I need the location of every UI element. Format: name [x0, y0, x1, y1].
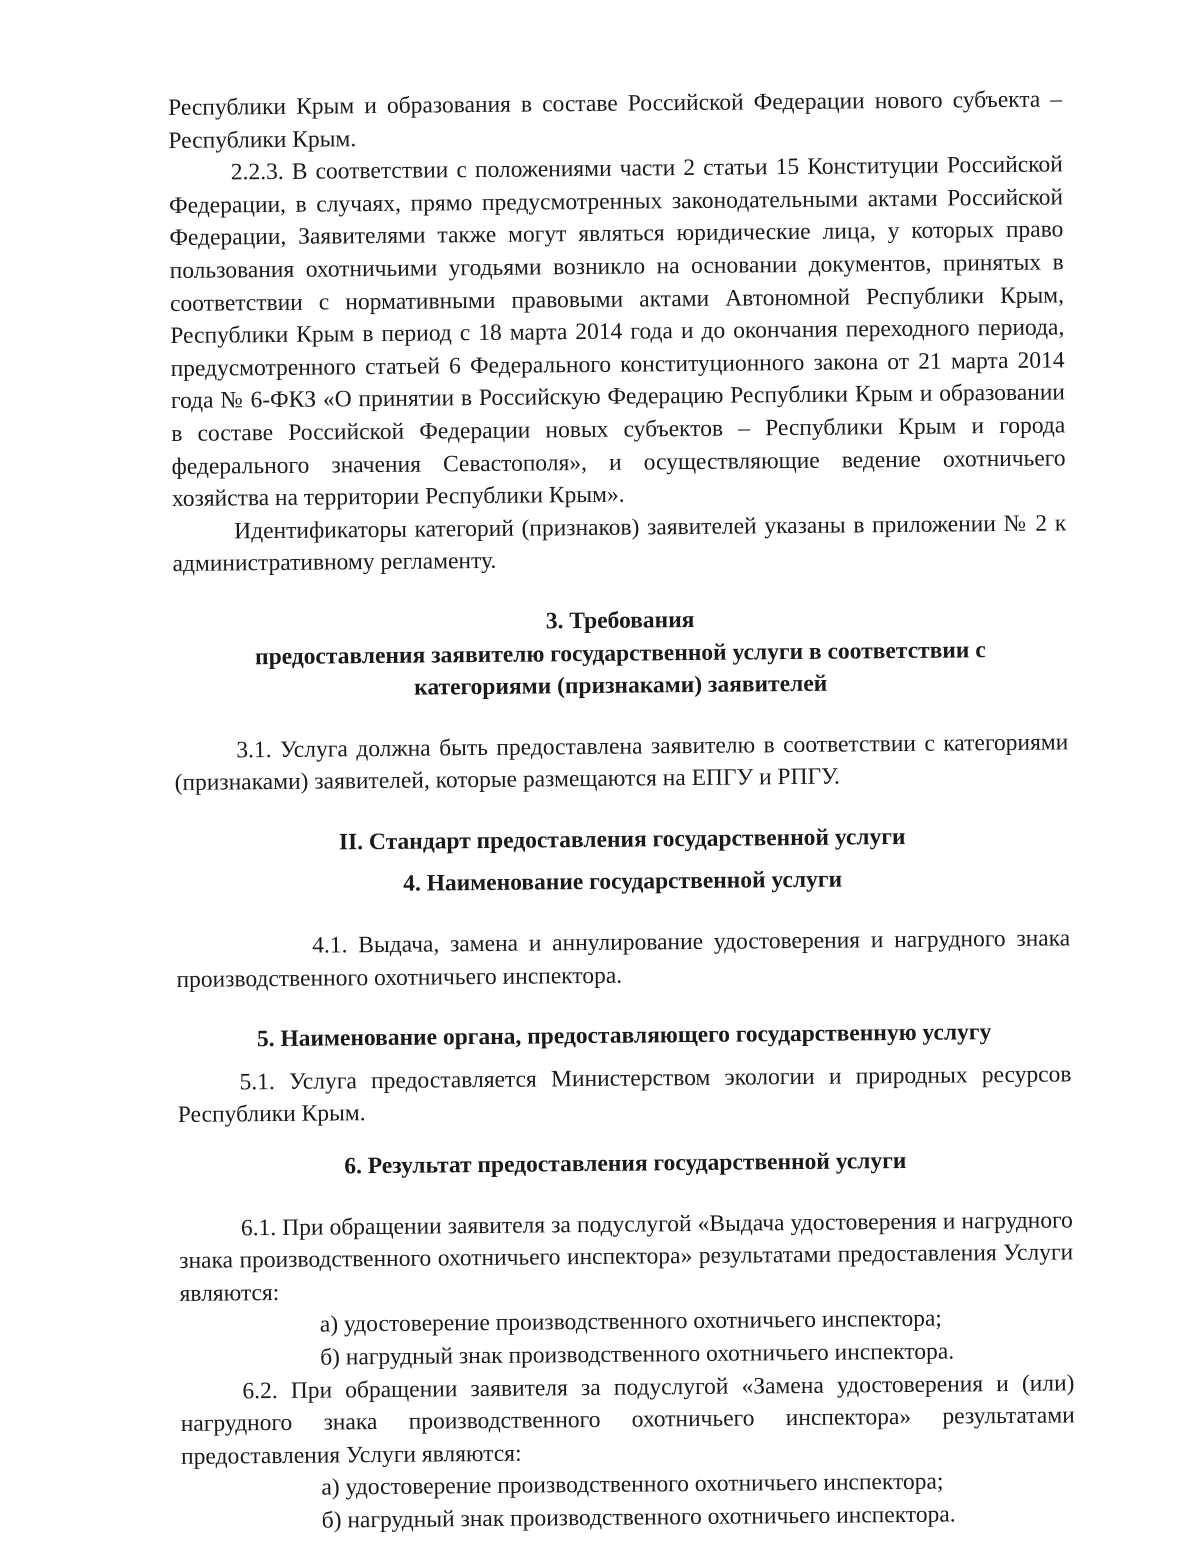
- paragraph-identifiers: Идентификаторы категорий (признаков) заявителей указаны в приложении № 2 к административному регламенту.: [172, 510, 1067, 578]
- list-item-6-2-b: б) нагрудный знак производственного охотничьего инспектора.: [321, 1501, 956, 1534]
- paragraph-6-2: 6.2. При обращении заявителя за подуслугой «Замена удостоверения и (или) нагрудного знака производственного охотничьего инспектора» результатами предоставления Услуги являются:: [180, 1369, 1075, 1470]
- list-item-6-2-a: а) удостоверение производственного охотничьего инспектора;: [321, 1468, 944, 1501]
- list-item-6-1-a: а) удостоверение производственного охотничьего инспектора;: [319, 1306, 943, 1339]
- paragraph-continuation: Республики Крым и образования в составе Российской Федерации нового субъекта – Республики Крым.: [168, 86, 1063, 154]
- section-3-subtitle-line1: предоставления заявителю государственной услуги в соответствии с: [254, 636, 986, 670]
- paragraph-5-1: 5.1. Услуга предоставляется Министерством экологии и природных ресурсов Республики Крым.: [177, 1061, 1072, 1129]
- paragraph-2-2-3: 2.2.3. В соответствии с положениями части 2 статьи 15 Конституции Российской Федерации, в случаях, прямо предусмотренных законодательными актами Российской Федерации, Заявителями также могут являться юридические лица, у которых право пользования охотничьими угодьями возникло на основании документов, принятых в соответствии с нормативными правовыми актами Автономной Республики Крым, Республики Крым в период с 18 марта 2014 года и до окончания переходного периода, предусмотренного статьей 6 Федерального конституционного закона от 21 марта 2014 года № 6-ФКЗ «О принятии в Российскую Федерацию Республики Крым и образовании в составе Российской Федерации новых субъектов – Республики Крым и города федерального значения Севастополя», и осуществляющие ведение охотничьего хозяйства на территории Республики Крым».: [168, 151, 1066, 513]
- document-page: [168, 83, 1076, 1538]
- paragraph-4-1: 4.1. Выдача, замена и аннулирование удостоверения и нагрудного знака производственного охотничьего инспектора.: [176, 925, 1071, 993]
- section-3-subtitle-line2: категориями (признаками) заявителей: [414, 670, 828, 701]
- paragraph-6-1: 6.1. При обращении заявителя за подуслугой «Выдача удостоверения и нагрудного знака производственного охотничьего инспектора» результатами предоставления Услуги являются:: [179, 1206, 1074, 1307]
- section-3-title: 3. Требования: [545, 606, 695, 635]
- paragraph-3-1: 3.1. Услуга должна быть предоставлена заявителю в соответствии с категориями (признаками) заявителей, которые размещаются на ЕПГУ и РПГУ.: [174, 729, 1069, 797]
- section-4-title: 4. Наименование государственной услуги: [403, 867, 843, 898]
- section-6-title: 6. Результат предоставления государственной услуги: [344, 1147, 907, 1180]
- section-5-title: 5. Наименование органа, предоставляющего государственную услугу: [256, 1019, 992, 1053]
- chapter-II-title: II. Стандарт предоставления государственной услуги: [338, 823, 906, 856]
- list-item-6-1-b: б) нагрудный знак производственного охотничьего инспектора.: [320, 1338, 955, 1371]
